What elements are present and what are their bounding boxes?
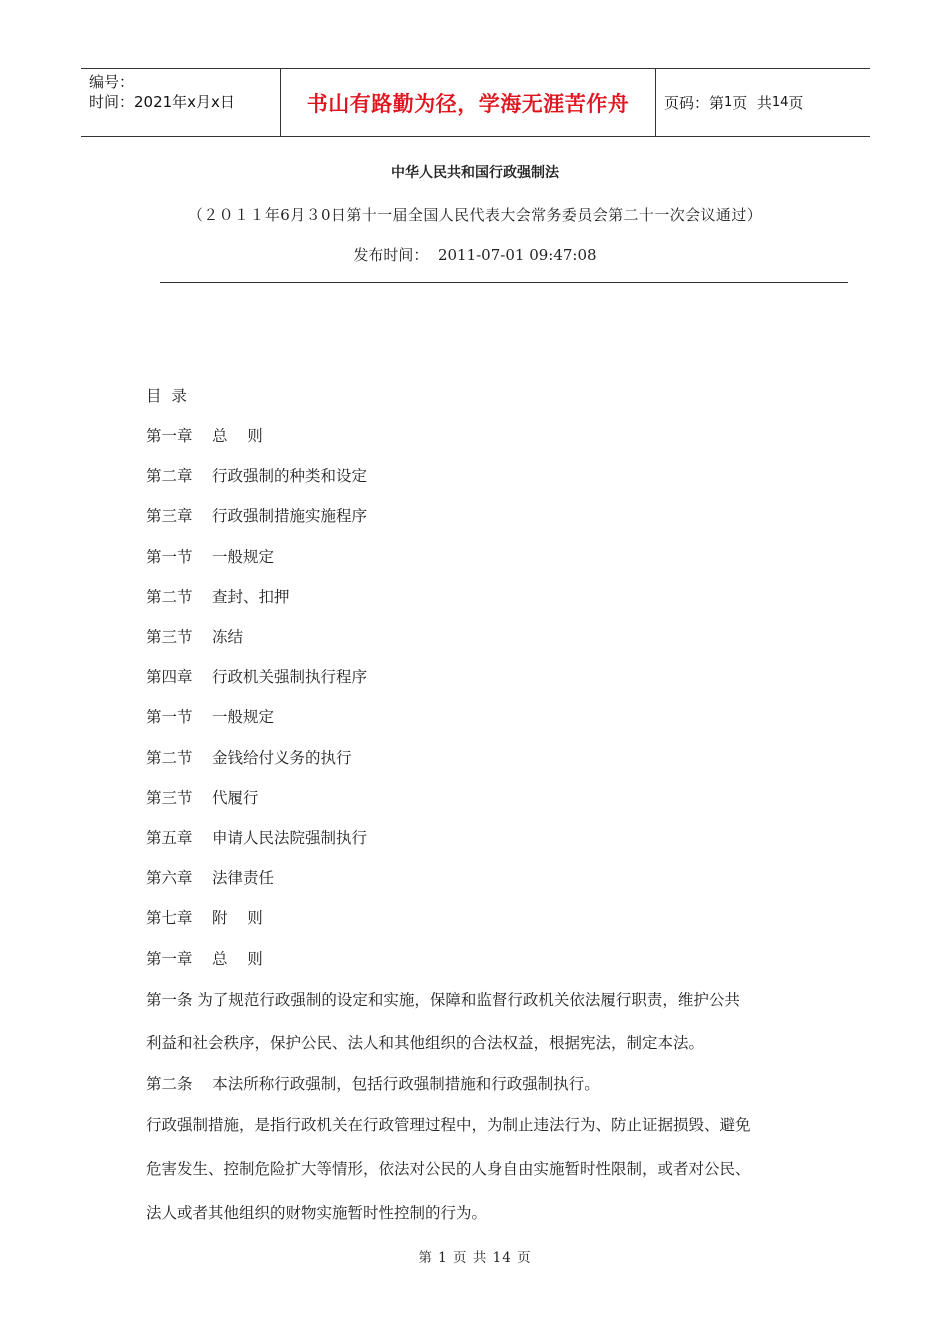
article-1-line-2: 利益和社会秩序，保护公民、法人和其他组织的合法权益，根据宪法，制定本法。	[146, 1034, 705, 1052]
header-motto: 书山有路勤为径，学海无涯苦作舟	[281, 69, 656, 136]
toc-item-label: 第一节	[146, 548, 193, 566]
toc-item-label: 第二章	[146, 467, 193, 485]
toc-item	[146, 504, 367, 526]
header-meta	[81, 69, 281, 136]
toc-item	[146, 665, 367, 687]
article-2-line-2: 行政强制措施，是指行政机关在行政管理过程中，为制止违法行为、防止证据损毁、避免	[146, 1116, 751, 1134]
toc-item-text: 申请人民法院强制执行	[212, 829, 368, 847]
toc-item-label: 第二节	[146, 588, 193, 606]
toc-item-text: 代履行	[212, 789, 259, 807]
page-number: 1	[724, 95, 733, 110]
toc-item-label: 第一章	[146, 427, 193, 445]
toc-item-text: 总 则	[212, 427, 263, 445]
toc-item-label: 第六章	[146, 869, 193, 887]
page-footer: 第 1 页 共 14 页	[418, 1250, 532, 1266]
toc-item-text: 行政机关强制执行程序	[212, 668, 368, 686]
toc-item	[146, 545, 274, 567]
toc-item-text: 冻结	[212, 628, 244, 646]
page-suffix: 页	[788, 94, 804, 112]
toc-item	[146, 866, 274, 888]
toc-item-label: 第五章	[146, 829, 193, 847]
toc-heading: 目 录	[146, 387, 187, 405]
toc-item-text: 一般规定	[212, 708, 275, 726]
toc-item-text: 法律责任	[212, 869, 275, 887]
toc-item-label: 第一节	[146, 708, 193, 726]
article-2-line-4: 法人或者其他组织的财物实施暂时性控制的行为。	[146, 1204, 488, 1222]
toc-item	[146, 464, 367, 486]
page-prefix: 页码：第	[664, 94, 725, 112]
toc-item-label: 第一章	[146, 950, 193, 968]
toc-item	[146, 906, 263, 928]
toc-item	[146, 625, 243, 647]
page-mid: 页 共	[732, 94, 772, 112]
toc-item	[146, 705, 274, 727]
toc-item-label: 第三节	[146, 628, 193, 646]
document-subtitle: （２０１１年6月３0日第十一届全国人民代表大会常务委员会第二十一次会议通过）	[187, 206, 763, 224]
toc-item-text: 一般规定	[212, 548, 275, 566]
toc-item-label: 第七章	[146, 909, 193, 927]
toc-item-label: 第三节	[146, 789, 193, 807]
toc-item	[146, 585, 290, 607]
header-page-info	[656, 69, 870, 136]
toc-item	[146, 947, 263, 969]
time-label: 时间：2021年x月x日	[89, 93, 235, 111]
toc-item	[146, 786, 259, 808]
divider	[160, 282, 848, 283]
article-2-line-1: 第二条 本法所称行政强制，包括行政强制措施和行政强制执行。	[146, 1075, 600, 1093]
article-1-line-1: 第一条 为了规范行政强制的设定和实施，保障和监督行政机关依法履行职责，维护公共	[146, 991, 740, 1009]
toc-item-text: 查封、扣押	[212, 588, 290, 606]
toc-item-label: 第四章	[146, 668, 193, 686]
toc-item-text: 附 则	[212, 909, 263, 927]
toc-item-text: 总 则	[212, 950, 263, 968]
publish-date: 发布时间： 2011-07-01 09:47:08	[353, 246, 597, 264]
toc-item-label: 第二节	[146, 749, 193, 767]
toc-item	[146, 826, 367, 848]
toc-item-text: 行政强制措施实施程序	[212, 507, 368, 525]
document-title: 中华人民共和国行政强制法	[391, 165, 559, 181]
toc-item	[146, 424, 263, 446]
toc-item-text: 金钱给付义务的执行	[212, 749, 352, 767]
toc-item-label: 第三章	[146, 507, 193, 525]
toc-item	[146, 746, 352, 768]
code-label: 编号：	[89, 73, 135, 91]
article-2-line-3: 危害发生、控制危险扩大等情形，依法对公民的人身自由实施暂时性限制，或者对公民、	[146, 1160, 751, 1178]
page-total: 14	[771, 95, 789, 110]
toc-item-text: 行政强制的种类和设定	[212, 467, 368, 485]
header-table	[81, 68, 870, 137]
